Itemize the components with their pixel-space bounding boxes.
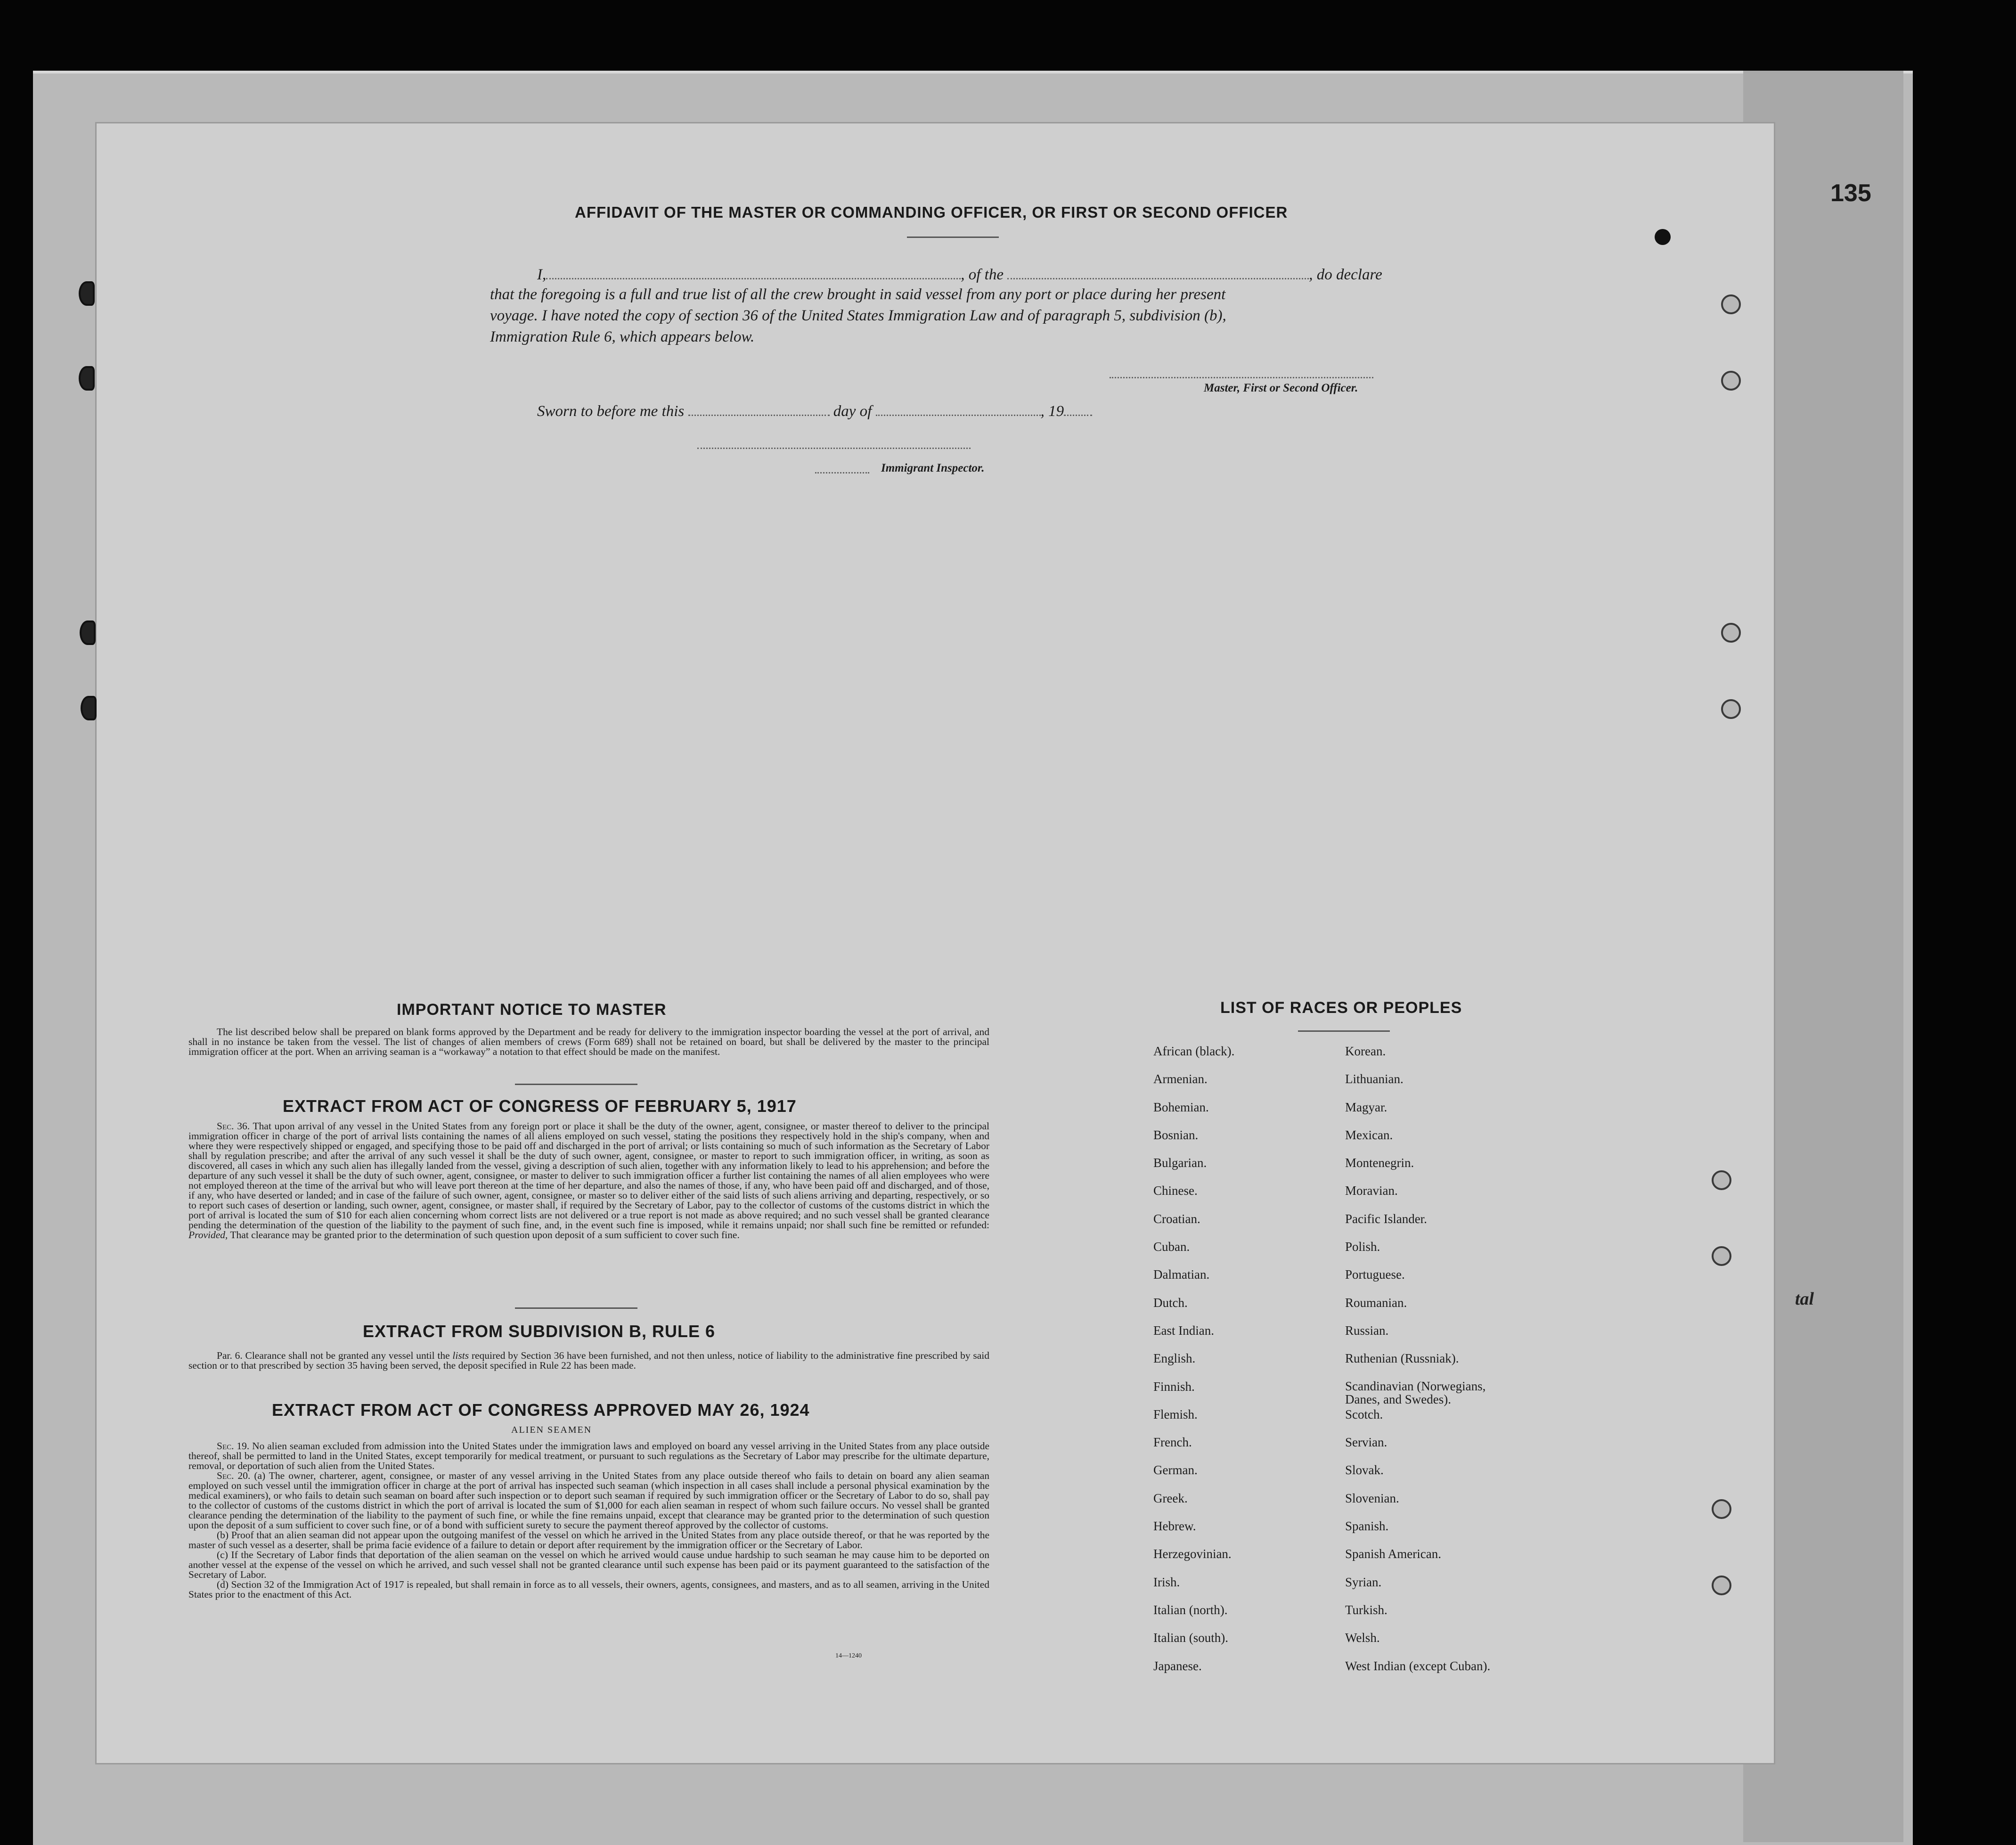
race-item: Ruthenian (Russniak). (1345, 1351, 1459, 1366)
race-item: Montenegrin. (1345, 1156, 1414, 1170)
affidavit-line-2: that the foregoing is a full and true list of all the crew brought in said vessel from any port or place during her present (490, 286, 1226, 303)
officer-name-field[interactable] (546, 265, 961, 279)
form-number: 14—1240 (835, 1652, 862, 1659)
race-item: Japanese. (1153, 1658, 1202, 1673)
extract-1924-subtitle: ALIEN SEAMEN (511, 1425, 592, 1435)
race-item: Finnish. (1153, 1379, 1195, 1394)
document-page (97, 123, 1774, 1763)
inspector-signature-field[interactable] (697, 434, 971, 449)
races-title: LIST OF RACES OR PEOPLES (1220, 999, 1462, 1017)
affidavit-line-3: voyage. I have noted the copy of section 36 of the United States Immigration Law and of paragraph 5, subdivision (b), (490, 307, 1226, 324)
race-item: Flemish. (1153, 1407, 1198, 1421)
vessel-name-field[interactable] (1007, 265, 1309, 279)
race-item: Bulgarian. (1153, 1156, 1207, 1170)
sworn-line: Sworn to before me this day of , 19 (537, 401, 1092, 420)
master-signature-label: Master, First or Second Officer. (1204, 382, 1358, 394)
race-item: West Indian (except Cuban). (1345, 1658, 1491, 1673)
extract-rule6-title: EXTRACT FROM SUBDIVISION B, RULE 6 (363, 1322, 716, 1341)
races-column-1 (1153, 1044, 1234, 1687)
race-item: Armenian. (1153, 1072, 1208, 1086)
race-item: Magyar. (1345, 1100, 1388, 1114)
sworn-day-field[interactable] (688, 401, 830, 416)
race-item: Pacific Islander. (1345, 1211, 1427, 1226)
affidavit-line-1: I, , of the , do declare (537, 265, 1382, 284)
race-item: African (black). (1153, 1044, 1235, 1058)
race-item: Turkish. (1345, 1602, 1388, 1617)
race-item: Italian (south). (1153, 1631, 1228, 1645)
race-item: Hebrew. (1153, 1519, 1196, 1534)
race-item: Scotch. (1345, 1407, 1383, 1421)
race-item: Korean. (1345, 1044, 1386, 1058)
race-item: English. (1153, 1351, 1196, 1366)
inspector-label: Immigrant Inspector. (881, 462, 985, 474)
race-item: Bohemian. (1153, 1100, 1209, 1114)
race-item: Polish. (1345, 1240, 1380, 1254)
notice-title: IMPORTANT NOTICE TO MASTER (397, 1001, 667, 1019)
race-item: Dalmatian. (1153, 1267, 1210, 1282)
extract-rule6-body: Par. 6. Clearance shall not be granted any vessel until the lists required by Section 36 have been furnished, and not then unless, notice of liability to the administrative fine prescribed by said section or to that prescribed by section 35 having been served, the deposit specified in Rule 22 has been made. (188, 1350, 989, 1371)
binder-hole (1712, 1170, 1731, 1190)
binder-hole (79, 366, 95, 391)
binder-hole (1721, 623, 1741, 643)
races-column-2 (1345, 1044, 1515, 1687)
race-item: Slovak. (1345, 1463, 1384, 1478)
margin-fragment: tal (1795, 1289, 1814, 1309)
race-item: Roumanian. (1345, 1295, 1407, 1310)
race-item: Herzegovinian. (1153, 1547, 1232, 1561)
race-item: Irish. (1153, 1575, 1180, 1589)
race-item: Lithuanian. (1345, 1072, 1404, 1086)
sworn-year-field[interactable] (1064, 401, 1092, 416)
page-number: 135 (1830, 180, 1871, 207)
race-item: Mexican. (1345, 1127, 1393, 1142)
race-item: German. (1153, 1463, 1198, 1478)
section-rule (515, 1307, 637, 1309)
race-item: Moravian. (1345, 1184, 1398, 1198)
binder-hole (79, 281, 95, 306)
race-item: Portuguese. (1345, 1267, 1405, 1282)
section-rule (515, 1084, 637, 1085)
binder-hole (1712, 1576, 1731, 1595)
extract-1917-body: Sec. 36. That upon arrival of any vessel in the United States from any foreign port or place it shall be the duty of the owner, agent, consignee, or master thereof to deliver to the principal immigration officer in charge of the port of arrival lists containing the names of all aliens employed on such vessel, stating the positions they respectively hold in the ship's company, when and where they were respectively shipped or engaged, and specifying those to be paid off and discharged in the port of arrival; or lists containing so much of such information as the Secretary of Labor shall by regulation prescribe; and after the arrival of any such vessel it shall be the duty of such owner, agent, consignee, or master to report to such immigration officer, in writing, as soon as discovered, all cases in which any such alien has illegally landed from the vessel, giving a description of such alien, together with any information likely to lead to his apprehension; and before the departure of any such vessel it shall be the duty of such owner, agent, consignee, or master to deliver to such immigration officer a further list containing the names of all alien employees who were not employed thereon at the time of the arrival but who will leave port thereon at the time of her departure, and also the names of those, if any, who have been paid off and discharged, and of those, if any, who have deserted or landed; and in case of the failure of such owner, agent, consignee, or master so to deliver either of the said lists of such aliens arriving and departing, respectively, or so to report such cases of desertion or landing, such owner, agent, consignee, or master shall, if required by the Secretary of Labor, pay to the collector of customs of the customs district in which the port of arrival is located the sum of $10 for each alien concerning whom correct lists are not delivered or a true report is not made as above required; and no such vessel shall be granted clearance pending the determination of the question of the liability to the payment of such fine, and, in the event such fine is imposed, while it remains unpaid; nor shall such fine be remitted or refunded: Provided, That clearance may be granted prior to the determination of such question upon deposit of a sum sufficient to cover such fine. (188, 1120, 990, 1241)
race-item: Dutch. (1153, 1295, 1188, 1310)
race-item: Italian (north). (1153, 1602, 1228, 1617)
binder-hole (1721, 294, 1741, 314)
race-item: Greek. (1153, 1491, 1188, 1505)
race-item: Chinese. (1153, 1184, 1198, 1198)
race-item: East Indian. (1153, 1323, 1214, 1338)
extract-1924-title: EXTRACT FROM ACT OF CONGRESS APPROVED MAY 26, 1924 (272, 1400, 810, 1420)
race-item: Croatian. (1153, 1211, 1200, 1226)
race-item: Welsh. (1345, 1631, 1380, 1645)
sworn-month-field[interactable] (876, 401, 1041, 416)
race-item: Cuban. (1153, 1240, 1190, 1254)
binder-hole (81, 696, 97, 720)
races-title-rule (1298, 1030, 1390, 1032)
race-item: French. (1153, 1435, 1192, 1450)
race-item: Spanish American. (1345, 1547, 1441, 1561)
binder-hole (80, 620, 96, 645)
affidavit-line-4: Immigration Rule 6, which appears below. (490, 328, 755, 345)
race-item: Spanish. (1345, 1519, 1389, 1534)
master-signature-field[interactable] (1110, 364, 1373, 378)
binder-hole (1721, 699, 1741, 719)
notice-body: The list described below shall be prepared on blank forms approved by the Department and be ready for delivery to the immigration inspector boarding the vessel at the port of arrival, and shall in no instance be taken from the vessel. The list of changes of alien members of crews (Form 689) shall not be retained on board, but shall be delivered by the master to the principal immigration officer at the port. When an arriving seaman is a “workaway” a notation to that effect should be made on the manifest. (188, 1026, 989, 1057)
binder-hole (1721, 371, 1741, 391)
binder-hole (1712, 1499, 1731, 1519)
race-item: Syrian. (1345, 1575, 1382, 1589)
affidavit-title: AFFIDAVIT OF THE MASTER OR COMMANDING OFFICER, OR FIRST OR SECOND OFFICER (575, 204, 1288, 221)
extract-1924-body: Sec. 19. No alien seaman excluded from admission into the United States under the immigration laws and employed on board any vessel arriving in the United States from any place outside thereof, shall be permitted to land in the United States, except temporarily for medical treatment, or pursuant to such regulations as the Secretary of Labor may prescribe for the ultimate departure, removal, or deportation of such alien from the United States. Sec. 20. (a) The owner, charterer, agent, consignee, or master of any vessel arriving in the United States from any place outside thereof who fails to detain on board any alien seaman employed on such vessel until the immigration officer in charge at the port of arrival has inspected such seaman (which inspection in all cases shall include a personal physical examination by the medical examiners), or who fails to detain such seaman on board after such inspection or to deport such seaman if required by such immigration officer or the Secretary of Labor to do so, shall pay to the collector of customs of the customs district in which the port of arrival is located the sum of $1,000 for each alien seaman in respect of whom such failure occurs. No vessel shall be granted clearance pending the determination of the liability to the payment of such fine, or while the fine remains unpaid, except that clearance may be granted prior to the determination of such question upon the deposit of a sum sufficient to cover such fine, or of a bond with sufficient surety to secure the payment thereof approved by the collector of customs. (b) Proof that an alien seaman did not appear upon the outgoing manifest of the vessel on which he arrived in the United States from any place outside thereof, or that he was reported by the master of such vessel as a deserter, shall be prima facie evidence of a failure to detain or deport after requirement by the immigration officer or the Secretary of Labor. (c) If the Secretary of Labor finds that deportation of the alien seaman on the vessel on which he arrived would cause undue hardship to such seaman he may cause him to be deported on another vessel at the expense of the vessel on which he arrived, and such vessel shall not be granted clearance until such expense has been paid or its payment guaranteed to the satisfaction of the Secretary of Labor. (d) Section 32 of the Immigration Act of 1917 is repealed, but shall remain in force as to all vessels, their owners, agents, consignees, and masters, and as to all seamen, arriving in the United States prior to the enactment of this Act. (188, 1440, 990, 1600)
race-item: Servian. (1345, 1435, 1388, 1450)
extract-1917-title: EXTRACT FROM ACT OF CONGRESS OF FEBRUARY 5, 1917 (283, 1096, 797, 1116)
race-item: Slovenian. (1345, 1491, 1399, 1505)
race-item: Russian. (1345, 1323, 1389, 1338)
race-item: Bosnian. (1153, 1127, 1199, 1142)
inspector-prefix-field (815, 463, 869, 473)
binder-hole (1712, 1246, 1731, 1266)
ink-blot (1655, 229, 1671, 245)
title-rule (907, 237, 999, 238)
race-item: Scandinavian (Norwegians, Danes, and Swedes). (1345, 1379, 1486, 1406)
